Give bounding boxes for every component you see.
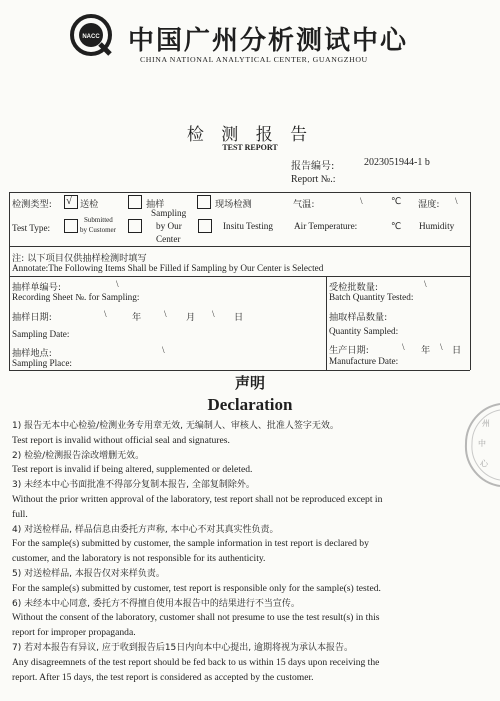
report-title-en: TEST REPORT <box>222 143 278 152</box>
sampling-label-en-1: Sampling <box>151 208 187 218</box>
insitu-checkbox-en[interactable] <box>198 219 212 233</box>
air-temp-unit-en: ℃ <box>391 221 402 232</box>
report-no-value: 2023051944-1 b <box>364 157 430 168</box>
form-left-rule <box>9 192 10 370</box>
mfg-date-year-unit: 年 <box>421 345 431 356</box>
declaration-line-en: Test report is invalid if being altered, supplemented or deleted. <box>12 464 253 476</box>
sampling-label-en-3: Center <box>156 234 181 244</box>
declaration-line-en: For the sample(s) submitted by customer, test report is responsible only for the sample(s) tested. <box>12 582 381 594</box>
sampling-place-value: \ <box>162 345 165 355</box>
qty-sampled-label-cn: 抽取样品数量: <box>329 312 388 323</box>
form-right-rule <box>470 192 471 370</box>
humidity-value: \ <box>455 196 458 206</box>
insitu-label-en: Insitu Testing <box>223 221 273 231</box>
form-rule <box>9 246 470 247</box>
org-name-en: CHINA NATIONAL ANALYTICAL CENTER, GUANGZHOU <box>140 55 368 64</box>
declaration-line-en: Test report is invalid without official seal and signatures. <box>12 434 230 446</box>
sampling-label-cn: 抽样 <box>146 199 165 210</box>
insitu-checkbox[interactable] <box>197 195 211 209</box>
sampling-date-day-unit: 日 <box>234 312 244 323</box>
form-rule <box>9 276 470 277</box>
submitted-checkbox[interactable] <box>64 195 78 209</box>
svg-text:州: 州 <box>482 419 490 428</box>
mfg-date-day-value: \ <box>440 342 443 352</box>
air-temp-value: \ <box>360 196 363 206</box>
declaration-list <box>12 419 470 685</box>
mfg-date-day-unit: 日 <box>452 345 462 356</box>
report-no-label-cn: 报告编号: <box>291 161 335 172</box>
report-no-label-en: Report №.: <box>291 174 336 185</box>
declaration-line-cn: 1) 报告无本中心检验/检测业务专用章无效, 无编制人、审核人、批准人签字无效。 <box>12 421 339 431</box>
humidity-label-cn: 湿度: <box>418 199 440 210</box>
test-type-label-en: Test Type: <box>12 223 51 233</box>
submitted-checkbox-en[interactable] <box>64 219 78 233</box>
nacc-logo <box>70 14 112 56</box>
org-name-cn: 中国广州分析测试中心 <box>128 26 409 56</box>
check-mark-icon: √ <box>66 195 73 207</box>
declaration-line-en: Without the prior written approval of the laboratory, test report shall not be reproduced except in <box>12 493 383 505</box>
submitted-label-en-1: Submitted <box>84 216 113 224</box>
sampling-label-en-2: by Our <box>156 221 182 231</box>
record-no-value: \ <box>116 279 119 289</box>
declaration-line-cn: 3) 未经本中心书面批准不得部分复制本报告, 全部复制除外。 <box>12 480 255 491</box>
record-no-label-cn: 抽样单编号: <box>12 282 62 293</box>
svg-text:NACC: NACC <box>82 34 100 40</box>
declaration-line-cn: 4) 对送检样品, 样品信息由委托方声称, 本中心不对其真实性负责。 <box>12 524 279 535</box>
qty-sampled-label-en: Quantity Sampled: <box>329 326 399 336</box>
test-type-label-cn: 检测类型: <box>12 199 52 210</box>
sampling-checkbox[interactable] <box>128 195 142 209</box>
official-seal-stamp <box>458 400 500 490</box>
declaration-line-cn: 5) 对送检样品, 本报告仅对来样负责。 <box>12 568 165 579</box>
air-temp-unit: ℃ <box>391 196 402 207</box>
form-bottom-rule <box>9 370 470 371</box>
declaration-title-cn: 声明 <box>234 374 265 392</box>
declaration-line-en: Without the consent of the laboratory, customer shall not presume to use the test result(s) in this <box>12 612 380 624</box>
sampling-place-label-en: Sampling Place: <box>12 358 72 368</box>
declaration-line-en: customer, and the laboratory is not responsible for its authenticity. <box>12 553 266 565</box>
sampling-date-year-unit: 年 <box>132 312 142 323</box>
declaration-line-cn: 6) 未经本中心同意, 委托方不得擅自使用本报告中的结果进行不当宣传。 <box>12 598 300 609</box>
air-temp-label-cn: 气温: <box>293 199 315 210</box>
sampling-date-label-cn: 抽样日期: <box>12 312 52 323</box>
sampling-date-month-unit: 月 <box>186 312 196 323</box>
sampling-date-month-value: \ <box>164 309 167 319</box>
declaration-line-en: report. After 15 days, the test report is considered as accepted by the customer. <box>12 671 314 683</box>
batch-qty-label-cn: 受检批数量: <box>329 282 379 293</box>
sampling-date-label-en: Sampling Date: <box>12 329 70 339</box>
air-temp-label-en: Air Temperature: <box>294 221 358 231</box>
form-mid-rule <box>326 276 327 370</box>
mfg-date-label-cn: 生产日期: <box>329 345 369 356</box>
insitu-label-cn: 现场检测 <box>215 199 252 210</box>
sampling-checkbox-en[interactable] <box>128 219 142 233</box>
svg-text:中: 中 <box>478 439 486 448</box>
declaration-title-en: Declaration <box>207 395 293 414</box>
record-no-label-en: Recording Sheet №. for Sampling: <box>12 292 140 302</box>
annotation-cn: 注: 以下项目仅供抽样检测时填写 <box>12 253 147 264</box>
submitted-label-en-2: by Customer <box>80 226 116 234</box>
sampling-place-label-cn: 抽样地点: <box>12 348 52 359</box>
submitted-label-cn: 送检 <box>80 199 99 210</box>
sampling-date-year-value: \ <box>104 309 107 319</box>
form-top-rule <box>9 192 470 193</box>
declaration-line-cn: 7) 若对本报告有异议, 应于收到报告后15日内向本中心提出, 逾期将视为承认本报告。 <box>12 642 353 653</box>
mfg-date-year-value: \ <box>402 342 405 352</box>
batch-qty-label-en: Batch Quantity Tested: <box>329 292 414 302</box>
report-title-cn: 检 测 报 告 <box>186 125 314 145</box>
declaration-line-cn: 2) 检验/检测报告涂改增删无效。 <box>12 450 145 461</box>
svg-text:心: 心 <box>480 459 488 468</box>
annotation-en: Annotate:The Following Items Shall be Filled if Sampling by Our Center is Selected <box>12 263 324 273</box>
mfg-date-label-en: Manufacture Date: <box>329 356 399 366</box>
declaration-line-en: For the sample(s) submitted by customer, the sample information in test report is declared by <box>12 538 369 550</box>
humidity-label-en: Humidity <box>419 221 455 231</box>
declaration-line-en: Any disagreemnets of the test report should be fed back to us within 15 days upon receiving the <box>12 656 380 668</box>
batch-qty-value: \ <box>424 279 427 289</box>
sampling-date-day-value: \ <box>212 309 215 319</box>
declaration-line-en: full. <box>12 508 28 520</box>
declaration-line-en: report for improper propaganda. <box>12 627 136 639</box>
